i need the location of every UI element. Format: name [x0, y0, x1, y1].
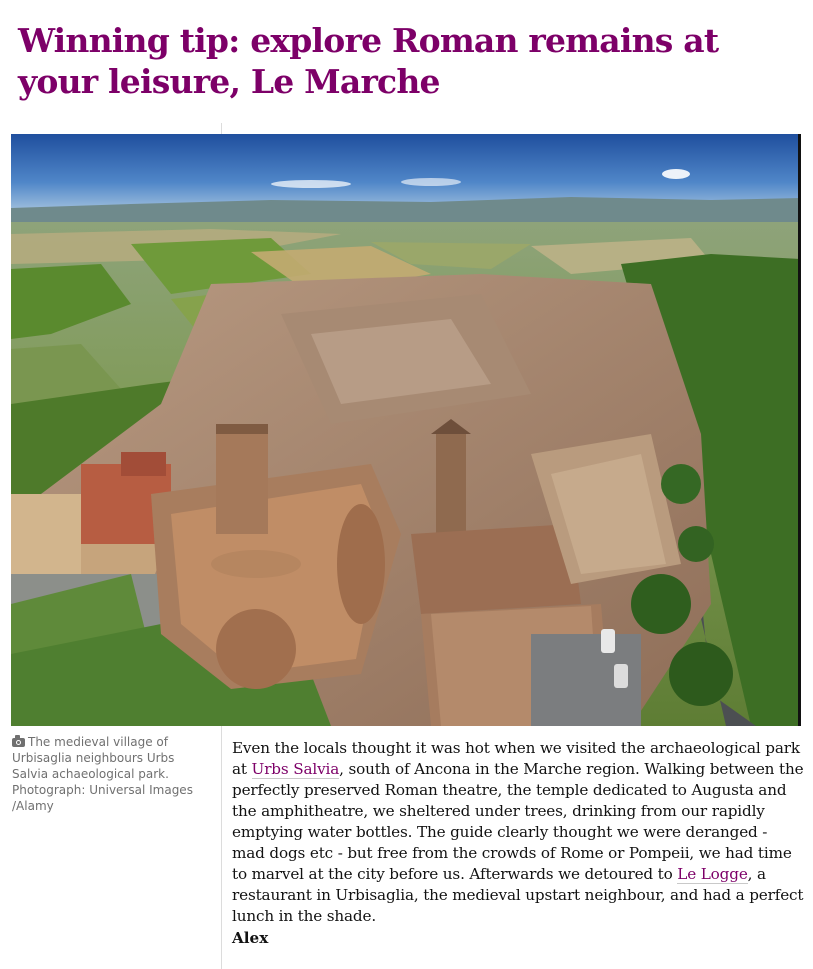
- article-headline: Winning tip: explore Roman remains at your leisure, Le Marche: [18, 21, 719, 101]
- body-text-part-1: Even the locals thought it was hot when we visited the archaeological park at: [232, 739, 800, 778]
- body-text-part-3: , a restaurant in Urbisaglia, the medieval upstart neighbour, and had a perfect lunch in the shade.: [232, 865, 804, 925]
- link-urbs-salvia[interactable]: Urbs Salvia: [251, 760, 340, 778]
- link-le-logge[interactable]: Le Logge: [677, 865, 748, 883]
- article-body: [232, 738, 804, 927]
- camera-icon: [12, 738, 25, 747]
- column-divider: [221, 726, 222, 969]
- photo-right-edge: [798, 134, 801, 726]
- author-name: Alex: [232, 929, 269, 947]
- body-text-part-2: , south of Ancona in the Marche region. Walking between the perfectly preserved Roman theatre, the temple dedicated to Augusta and the amphitheatre, we sheltered under trees, drinking from our rapidly emptying water bottles. The guide clearly thought we were deranged - mad dogs etc - but free from the crowds of Rome or Pompeii, we had time to marvel at the city before us. Afterwards we detoured to: [232, 760, 804, 883]
- photo-caption-text: The medieval village of Urbisaglia neighbours Urbs Salvia achaeological park. Photograph: Universal Images /Alamy: [12, 735, 193, 813]
- photo-caption: [12, 734, 208, 814]
- article-photo: [11, 134, 800, 726]
